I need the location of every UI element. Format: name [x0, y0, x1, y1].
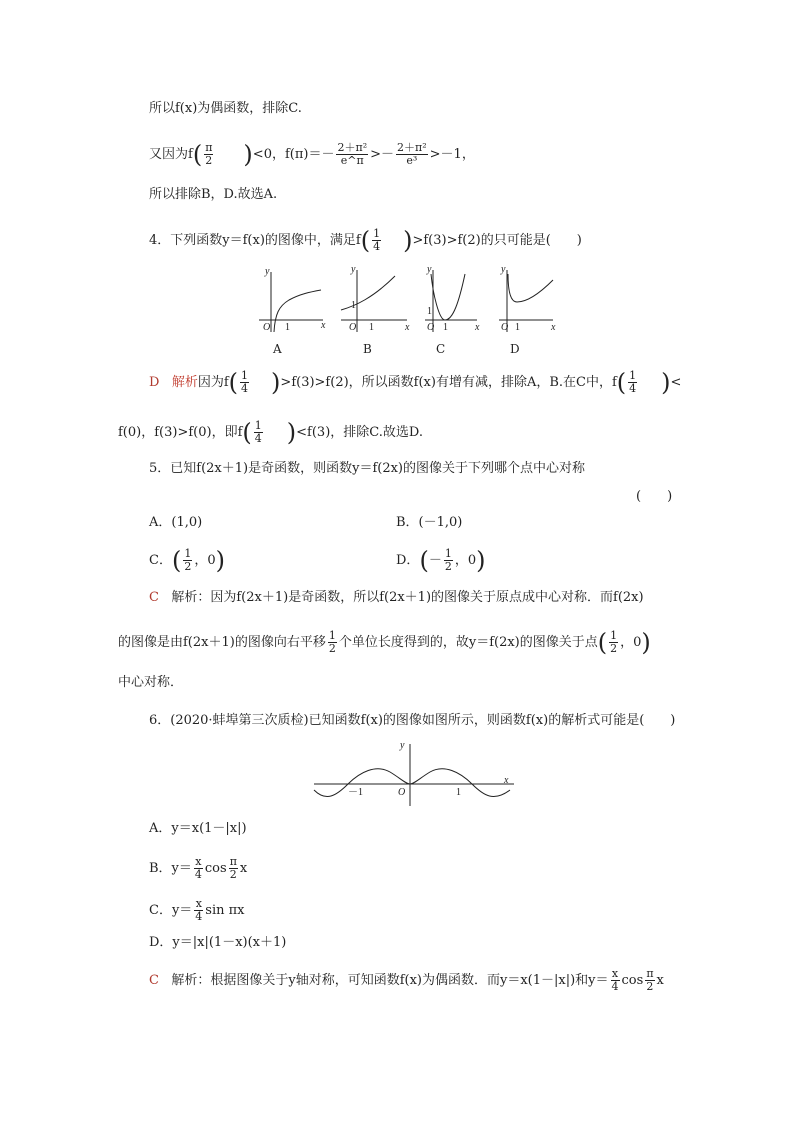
q4-graphs [255, 262, 575, 342]
label-d: D [510, 342, 520, 356]
svg-text:y: y [427, 264, 432, 275]
question-6: 6．(2020·蚌埠第三次质检)已知函数f(x)的图像如图所示，则函数f(x)的解析式可能是( ) [149, 713, 676, 728]
q5-solution-2: 的图像是由f(2x＋1)的图像向右平移 $\frac{1}{2}$ 个单位长度得到的，故y＝f(2x)的图像关于点( $\frac{1}{2}$ ，0) [118, 628, 651, 657]
question-5: 5．已知f(2x＋1)是奇函数，则函数y＝f(2x)的图像关于下列哪个点中心对称 [149, 461, 586, 476]
q5-solution: C 解析：因为f(2x＋1)是奇函数，所以f(2x＋1)的图像关于原点成中心对称．而f(2x) [149, 590, 644, 605]
svg-text:1: 1 [515, 322, 520, 333]
svg-text:y: y [400, 740, 405, 751]
svg-text:x: x [405, 322, 410, 333]
line-choose-a: 所以排除B，D.故选A. [149, 187, 278, 202]
svg-text:1: 1 [456, 787, 461, 798]
fraction-pi-2: $\frac{\pi}{2}$ [205, 141, 213, 167]
svg-text:O: O [349, 322, 357, 333]
q4-solution-2: f(0)，f(3)>f(0)，即f( $\frac{1}{4}$ )<f(3)，排除C.故选D. [118, 418, 423, 447]
svg-text:x: x [504, 775, 509, 786]
svg-text:－1: －1 [348, 787, 363, 798]
q6-option-b[interactable]: B．y＝ $\frac{x}{4}$ cos $\frac{\pi}{2}$ x [149, 855, 248, 881]
q6-option-d[interactable]: D．y＝|x|(1－x)(x＋1) [149, 935, 287, 950]
svg-text:x: x [551, 322, 556, 333]
q5-paren: ( ) [636, 489, 673, 504]
fraction-1: $\frac{\text{2＋π²}}{e\^{}\pi}$ [337, 141, 368, 167]
svg-text:1: 1 [443, 322, 448, 333]
q5-option-b[interactable]: B．(－1,0) [396, 515, 463, 530]
svg-text:O: O [263, 322, 271, 333]
line-even-function: 所以f(x)为偶函数，排除C. [149, 101, 302, 116]
q5-solution-3: 中心对称． [118, 675, 184, 690]
q6-graph [310, 738, 520, 808]
q5-option-a[interactable]: A．(1,0) [149, 515, 203, 530]
svg-text:1: 1 [427, 306, 432, 317]
q5-option-d[interactable]: D．(－ $\frac{1}{2}$ ，0) [396, 546, 486, 575]
fraction-1-4: $\frac{1}{4}$ [373, 227, 381, 253]
svg-text:1: 1 [369, 322, 374, 333]
label-a: A [273, 342, 282, 356]
q6-solution: C 解析：根据图像关于y轴对称，可知函数f(x)为偶函数．而y＝x(1－|x|)和y＝ $\frac{x}{4}$ cos $\frac{\pi}{2}$ x [149, 967, 664, 993]
q5-option-c[interactable]: C．( $\frac{1}{2}$ ，0) [149, 546, 225, 575]
svg-text:O: O [398, 787, 406, 798]
answer-letter: D [149, 375, 160, 390]
text-a: 又因为f [149, 147, 193, 162]
svg-text:1: 1 [351, 300, 356, 311]
graph-a-y: y [265, 266, 270, 277]
svg-text:O: O [427, 322, 435, 333]
svg-text:1: 1 [285, 322, 290, 333]
svg-text:O: O [501, 322, 509, 333]
left-paren: ( [192, 140, 203, 169]
line-inequality: 又因为f( $\frac{\pi}{2}$ )<0，f(π)＝－ $\frac{\text{2＋π²}}{e\^{}\pi}$ >－ $\frac{\text{2＋π²}}{\text{e³}}$ >－1， [149, 140, 475, 169]
label-b: B [363, 342, 372, 356]
q4-solution: D 解析因为f( $\frac{1}{4}$ )>f(3)>f(2)，所以函数f(x)有增有减，排除A，B.在C中，f( $\frac{1}{4}$ )< [149, 368, 682, 397]
q6-option-a[interactable]: A．y＝x(1－|x|) [149, 821, 247, 836]
svg-text:y: y [351, 264, 356, 275]
label-c: C [436, 342, 446, 356]
svg-text:y: y [501, 264, 506, 275]
svg-text:x: x [475, 322, 480, 333]
svg-text:x: x [321, 320, 326, 331]
question-4: 4．下列函数y＝f(x)的图像中，满足f( $\frac{1}{4}$ )>f(3)>f(2)的只可能是( ) [149, 226, 582, 255]
fraction-2: $\frac{\text{2＋π²}}{\text{e³}}$ [397, 141, 427, 167]
q6-option-c[interactable]: C．y＝ $\frac{x}{4}$ sin πx [149, 897, 245, 923]
